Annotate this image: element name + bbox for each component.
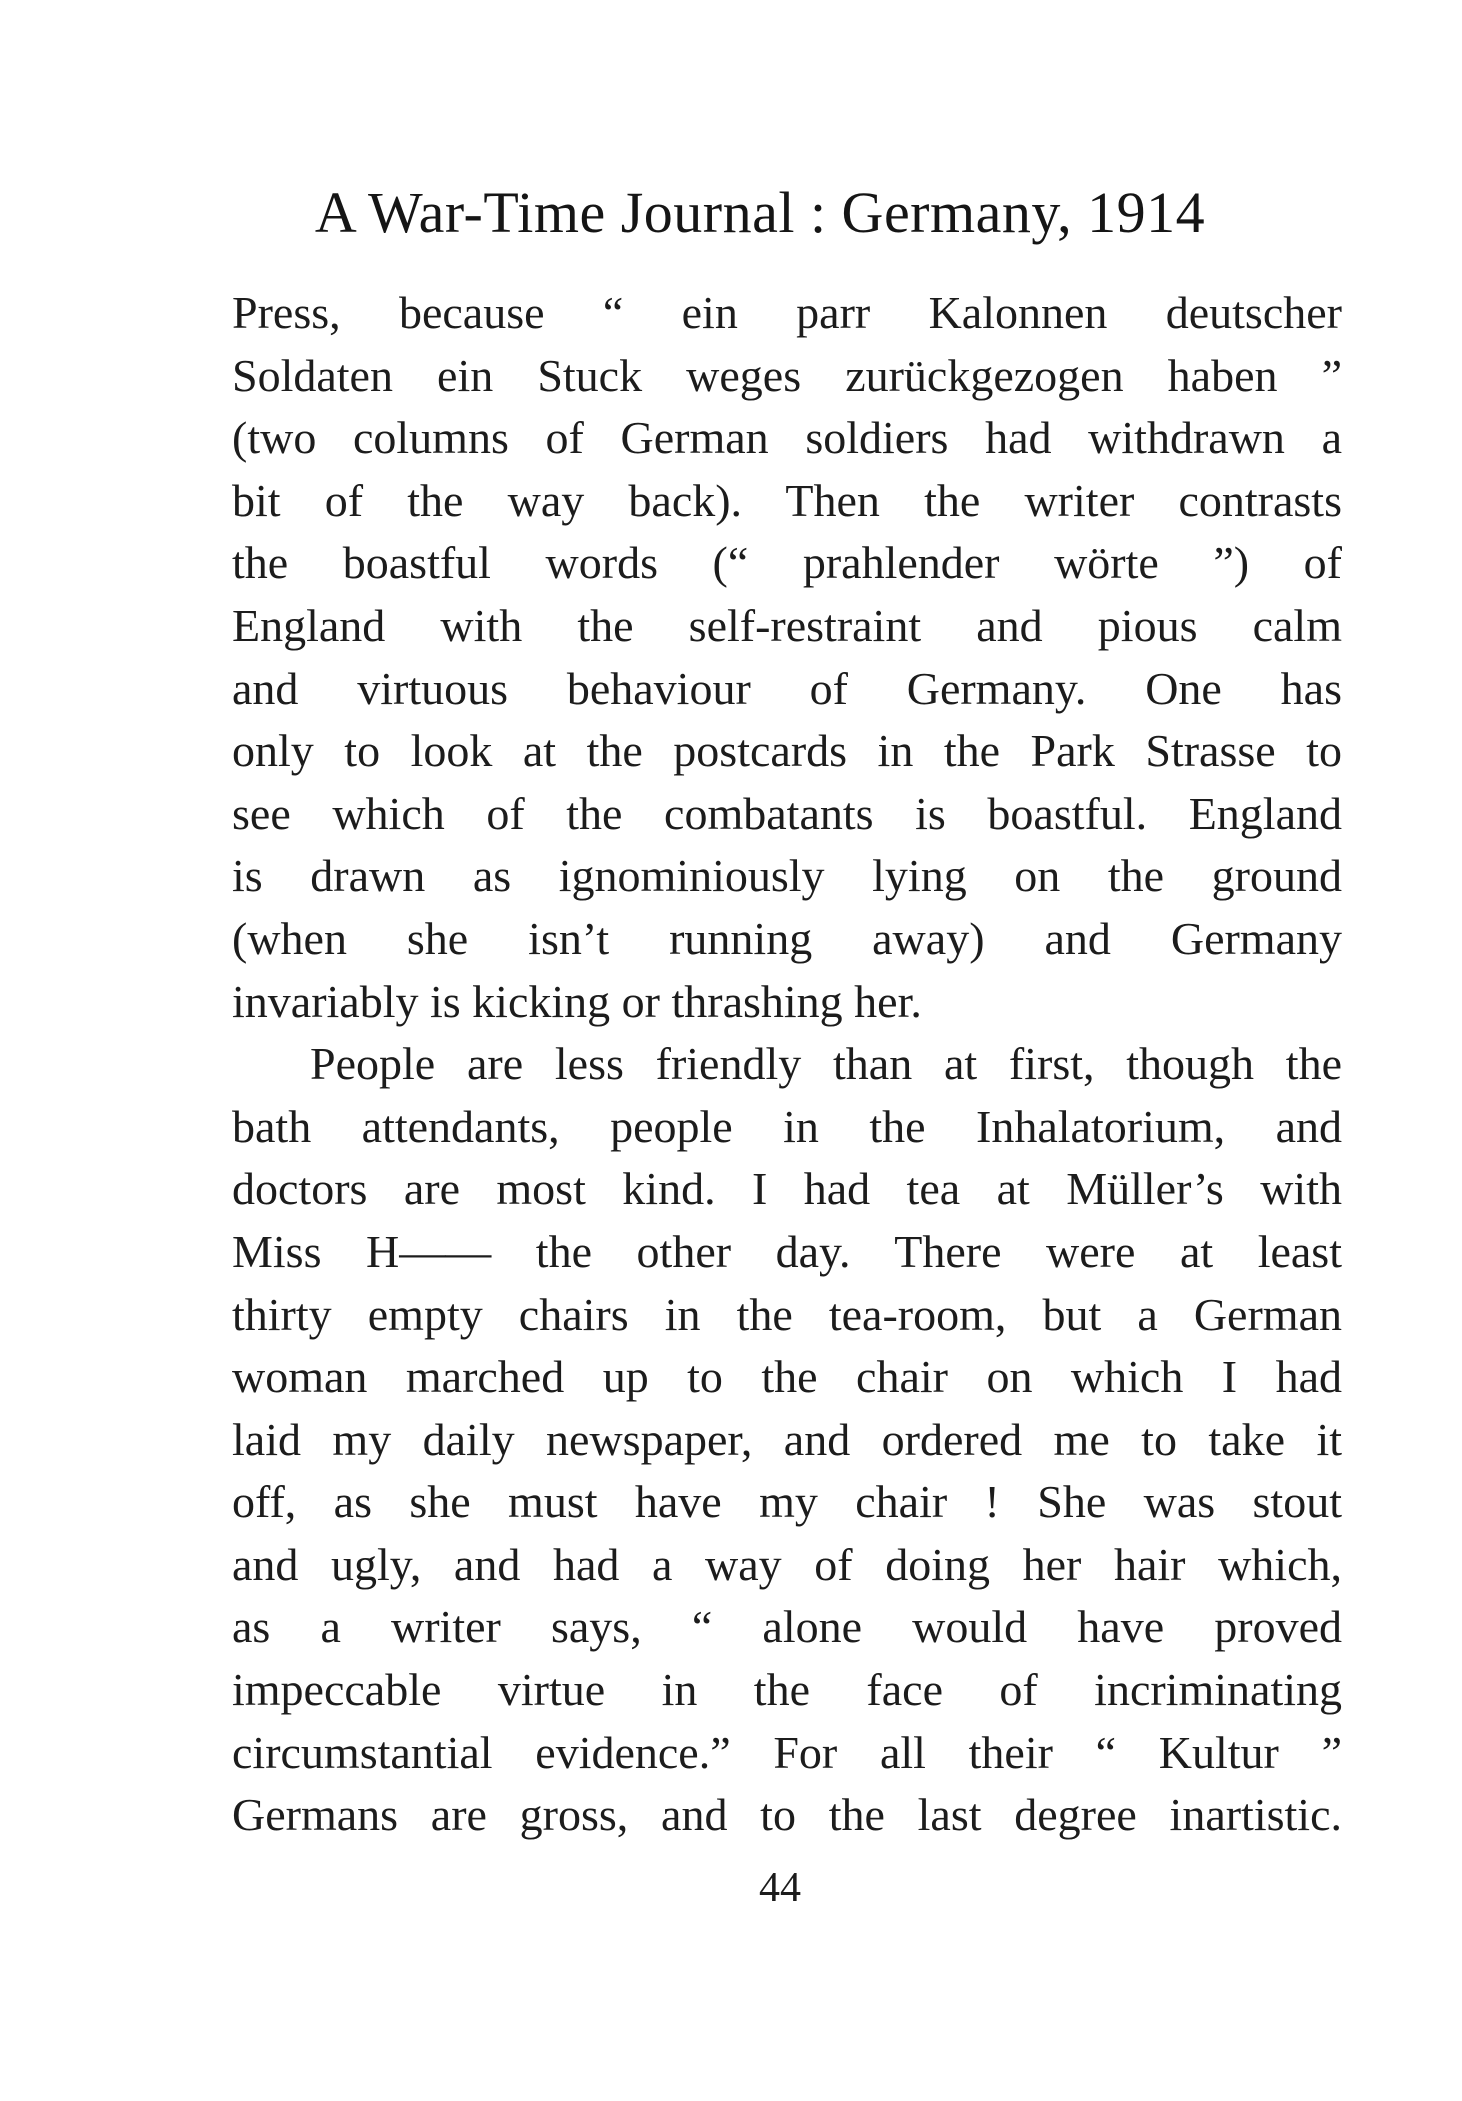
text-line: see which of the combatants is boastful. England	[232, 787, 1342, 839]
text-line: only to look at the postcards in the Park Strasse to	[232, 725, 1342, 777]
text-line: Press, because “ ein parr Kalonnen deutscher	[232, 287, 1342, 338]
text-line: doctors are most kind. I had tea at Müller’s with	[232, 1163, 1342, 1215]
text-line: and ugly, and had a way of doing her hair which,	[232, 1538, 1342, 1590]
paragraph-end-line: invariably is kicking or thrashing her.	[232, 975, 922, 1027]
text-line: woman marched up to the chair on which I had	[232, 1351, 1342, 1403]
text-line: laid my daily newspaper, and ordered me to take it	[232, 1413, 1342, 1465]
text-line: off, as she must have my chair ! She was stout	[232, 1476, 1342, 1528]
running-head: A War-Time Journal : Germany, 1914	[314, 180, 1206, 245]
text-line: (two columns of German soldiers had withdrawn a	[232, 412, 1342, 464]
page-number: 44	[759, 1865, 801, 1911]
text-line: impeccable virtue in the face of incriminating	[232, 1664, 1342, 1716]
text-line: is drawn as ignominiously lying on the ground	[232, 850, 1342, 902]
text-line: as a writer says, “ alone would have proved	[232, 1601, 1342, 1653]
text-line: Germans are gross, and to the last degree inartistic.	[232, 1789, 1342, 1841]
paragraph-first-line: People are less friendly than at first, though the	[310, 1038, 1342, 1090]
text-line: Soldaten ein Stuck weges zurückgezogen haben ”	[232, 349, 1342, 401]
text-line: Miss H—— the other day. There were at least	[232, 1225, 1342, 1277]
text-line: England with the self-restraint and pious calm	[232, 599, 1342, 651]
text-line: and virtuous behaviour of Germany. One has	[232, 662, 1342, 714]
text-line: (when she isn’t running away) and Germany	[232, 912, 1342, 964]
text-line: circumstantial evidence.” For all their “ Kultur ”	[232, 1726, 1342, 1778]
body-text	[232, 282, 1342, 1847]
text-line: thirty empty chairs in the tea-room, but a German	[232, 1288, 1342, 1340]
text-line: the boastful words (“ prahlender wörte ”) of	[232, 537, 1342, 589]
text-line: bath attendants, people in the Inhalatorium, and	[232, 1100, 1342, 1152]
text-line: bit of the way back). Then the writer contrasts	[232, 474, 1342, 526]
